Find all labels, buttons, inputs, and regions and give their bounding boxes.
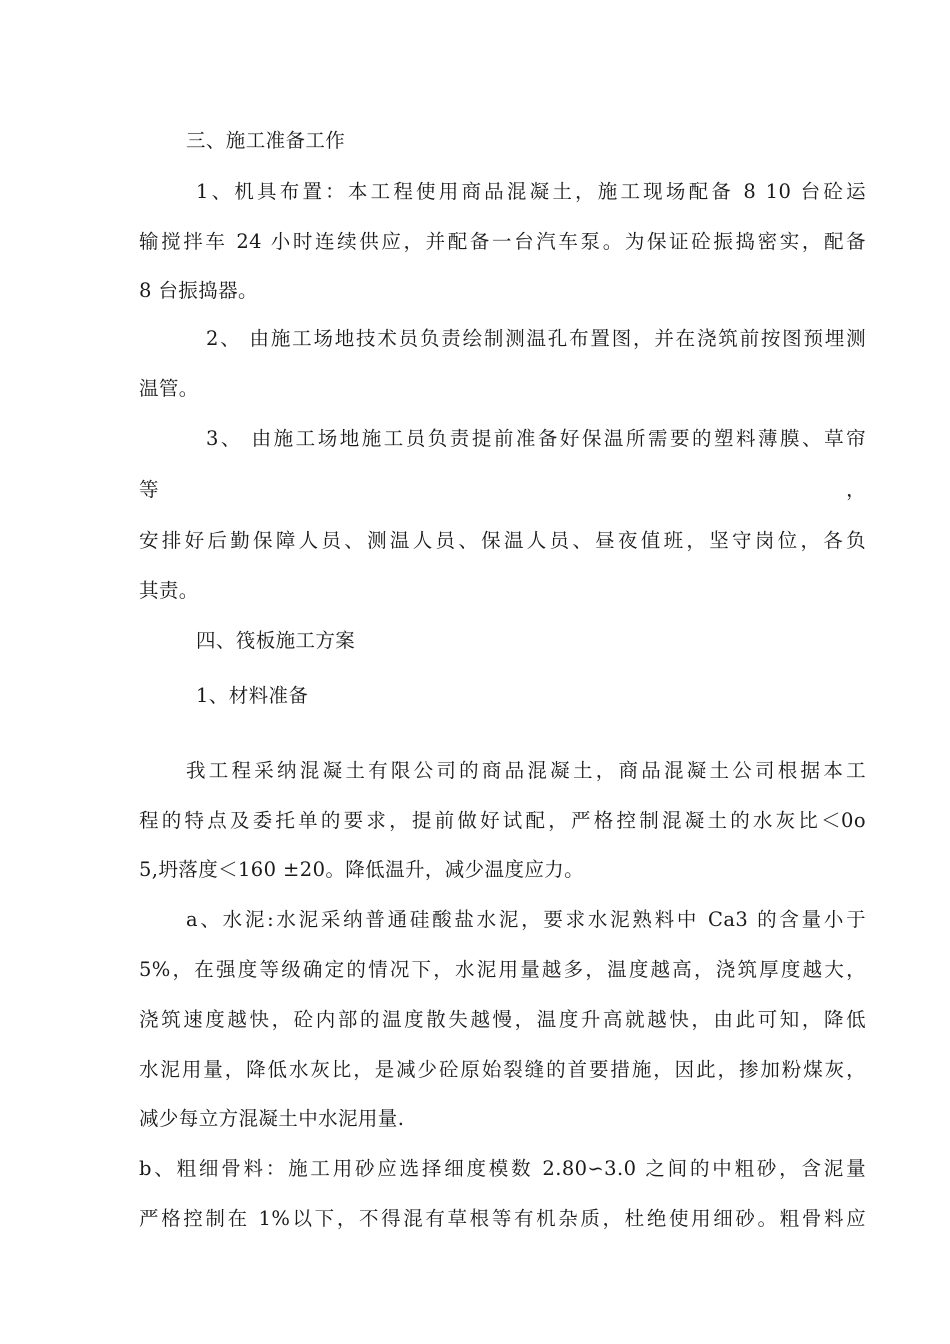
paragraph-split-line [139,477,866,503]
paragraph-line: 8 台振捣器。 [139,279,258,302]
paragraph-line: 5,坍落度＜160 ±20。降低温升，减少温度应力。 [139,858,585,881]
section-heading-3: 三、施工准备工作 [186,129,346,152]
subsection-heading: 1、材料准备 [196,684,309,707]
paragraph-line: 严格控制在 1%以下，不得混有草根等有机杂质，杜绝使用细砂。粗骨料应 [139,1207,866,1230]
paragraph-line: 温管。 [139,377,199,400]
paragraph-line: 5%，在强度等级确定的情况下，水泥用量越多，温度越高，浇筑厚度越大， [139,958,866,981]
paragraph-line: 3、 由施工场地施工员负责提前准备好保温所需要的塑料薄膜、草帘 [206,427,866,450]
paragraph-line: 安排好后勤保障人员、测温人员、保温人员、昼夜值班，坚守岗位，各负 [139,529,866,552]
paragraph-line: 输搅拌车 24 小时连续供应，并配备一台汽车泵。为保证砼振捣密实，配备 [139,230,866,253]
paragraph-line: 2、 由施工场地技术员负责绘制测温孔布置图，并在浇筑前按图预埋测 [206,327,866,350]
paragraph-line: 浇筑速度越快，砼内部的温度散失越慢，温度升高就越快，由此可知，降低 [139,1008,866,1031]
paragraph-line: 1、机具布置：本工程使用商品混凝土，施工现场配备 8 10 台砼运 [196,180,866,203]
paragraph-line: 其责。 [139,579,199,602]
section-heading-4: 四、筏板施工方案 [196,629,356,652]
paragraph-line: 我工程采纳混凝土有限公司的商品混凝土，商品混凝土公司根据本工 [186,759,866,782]
paragraph-line: b、粗细骨料：施工用砂应选择细度模数 2.80∽3.0 之间的中粗砂，含泥量 [139,1157,866,1180]
paragraph-line: a、水泥:水泥采纳普通硅酸盐水泥，要求水泥熟料中 Ca3 的含量小于 [186,908,866,931]
paragraph-fragment: 等 [139,478,159,501]
paragraph-line: 减少每立方混凝土中水泥用量. [139,1107,405,1130]
paragraph-fragment: ， [846,478,866,501]
paragraph-line: 程的特点及委托单的要求，提前做好试配，严格控制混凝土的水灰比＜0o [139,809,866,832]
paragraph-line: 水泥用量，降低水灰比，是减少砼原始裂缝的首要措施，因此，掺加粉煤灰， [139,1058,866,1081]
